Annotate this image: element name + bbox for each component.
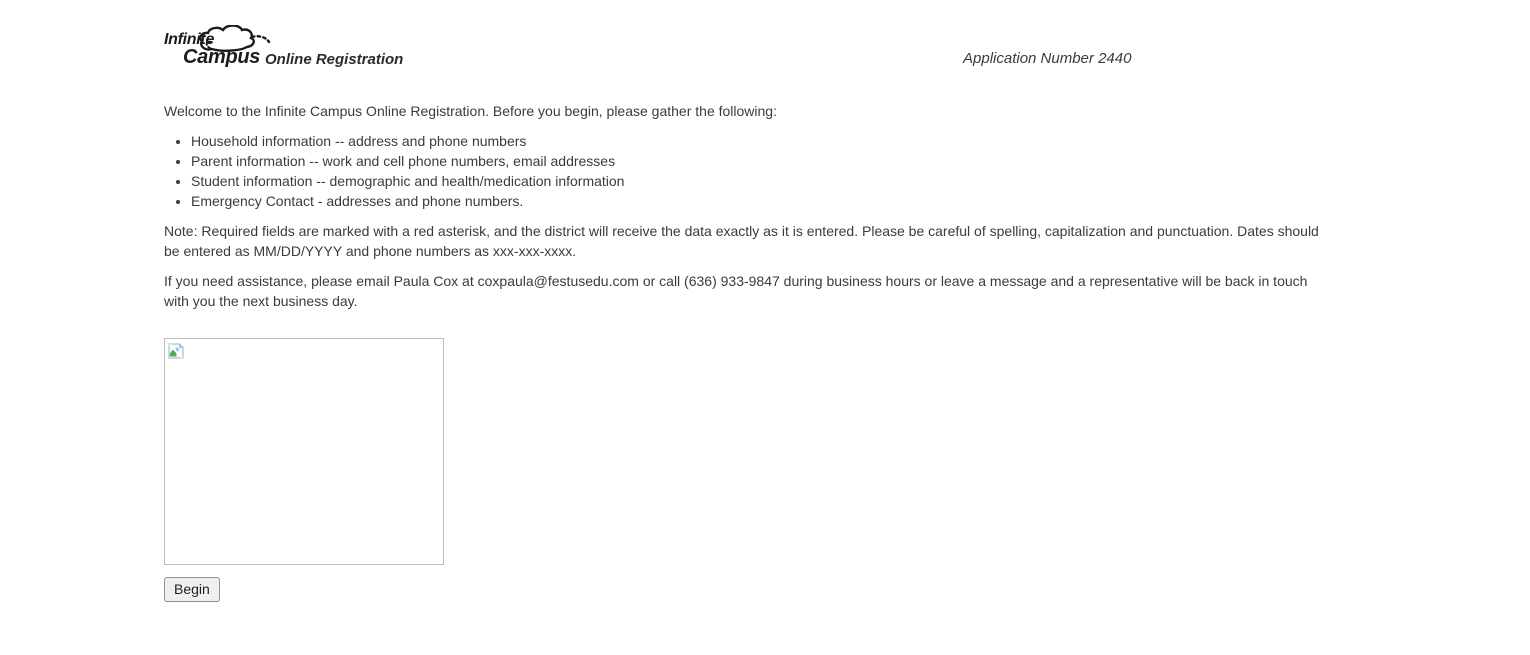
broken-image-icon bbox=[168, 343, 184, 359]
gather-checklist bbox=[164, 131, 1320, 211]
logo-text-infinite: Infinite bbox=[164, 31, 215, 48]
district-image-placeholder bbox=[164, 338, 444, 565]
content-container bbox=[164, 0, 1320, 602]
assistance-text: If you need assistance, please email Paula Cox at coxpaula@festusedu.com or call (636) 933-9847 during business hours or leave a message and a representative will be back in touch with you the next business day. bbox=[164, 273, 1308, 309]
infinite-campus-logo bbox=[164, 32, 260, 67]
logo-text-campus: Campus bbox=[183, 46, 261, 68]
list-item-household: • Household information -- address and phone numbers bbox=[191, 131, 1320, 151]
page-header bbox=[164, 32, 1320, 70]
welcome-text: Welcome to the Infinite Campus Online Registration. Before you begin, please gather the following: bbox=[164, 103, 777, 119]
list-item-emergency: • Emergency Contact - addresses and phone numbers. bbox=[191, 191, 1320, 211]
list-item-student: • Student information -- demographic and health/medication information bbox=[191, 171, 1320, 191]
begin-button[interactable]: Begin bbox=[164, 577, 220, 602]
note-text: Note: Required fields are marked with a red asterisk, and the district will receive the data exactly as it is entered. Please be careful of spelling, capitalization and punctuation. Dates should be entered as MM/DD/YYYY and phone numbers as xxx-xxx-xxxx. bbox=[164, 223, 1319, 259]
application-number: Application Number 2440 bbox=[963, 50, 1132, 67]
online-registration-title: Online Registration bbox=[265, 51, 404, 68]
list-item-parent: • Parent information -- work and cell phone numbers, email addresses bbox=[191, 151, 1320, 171]
